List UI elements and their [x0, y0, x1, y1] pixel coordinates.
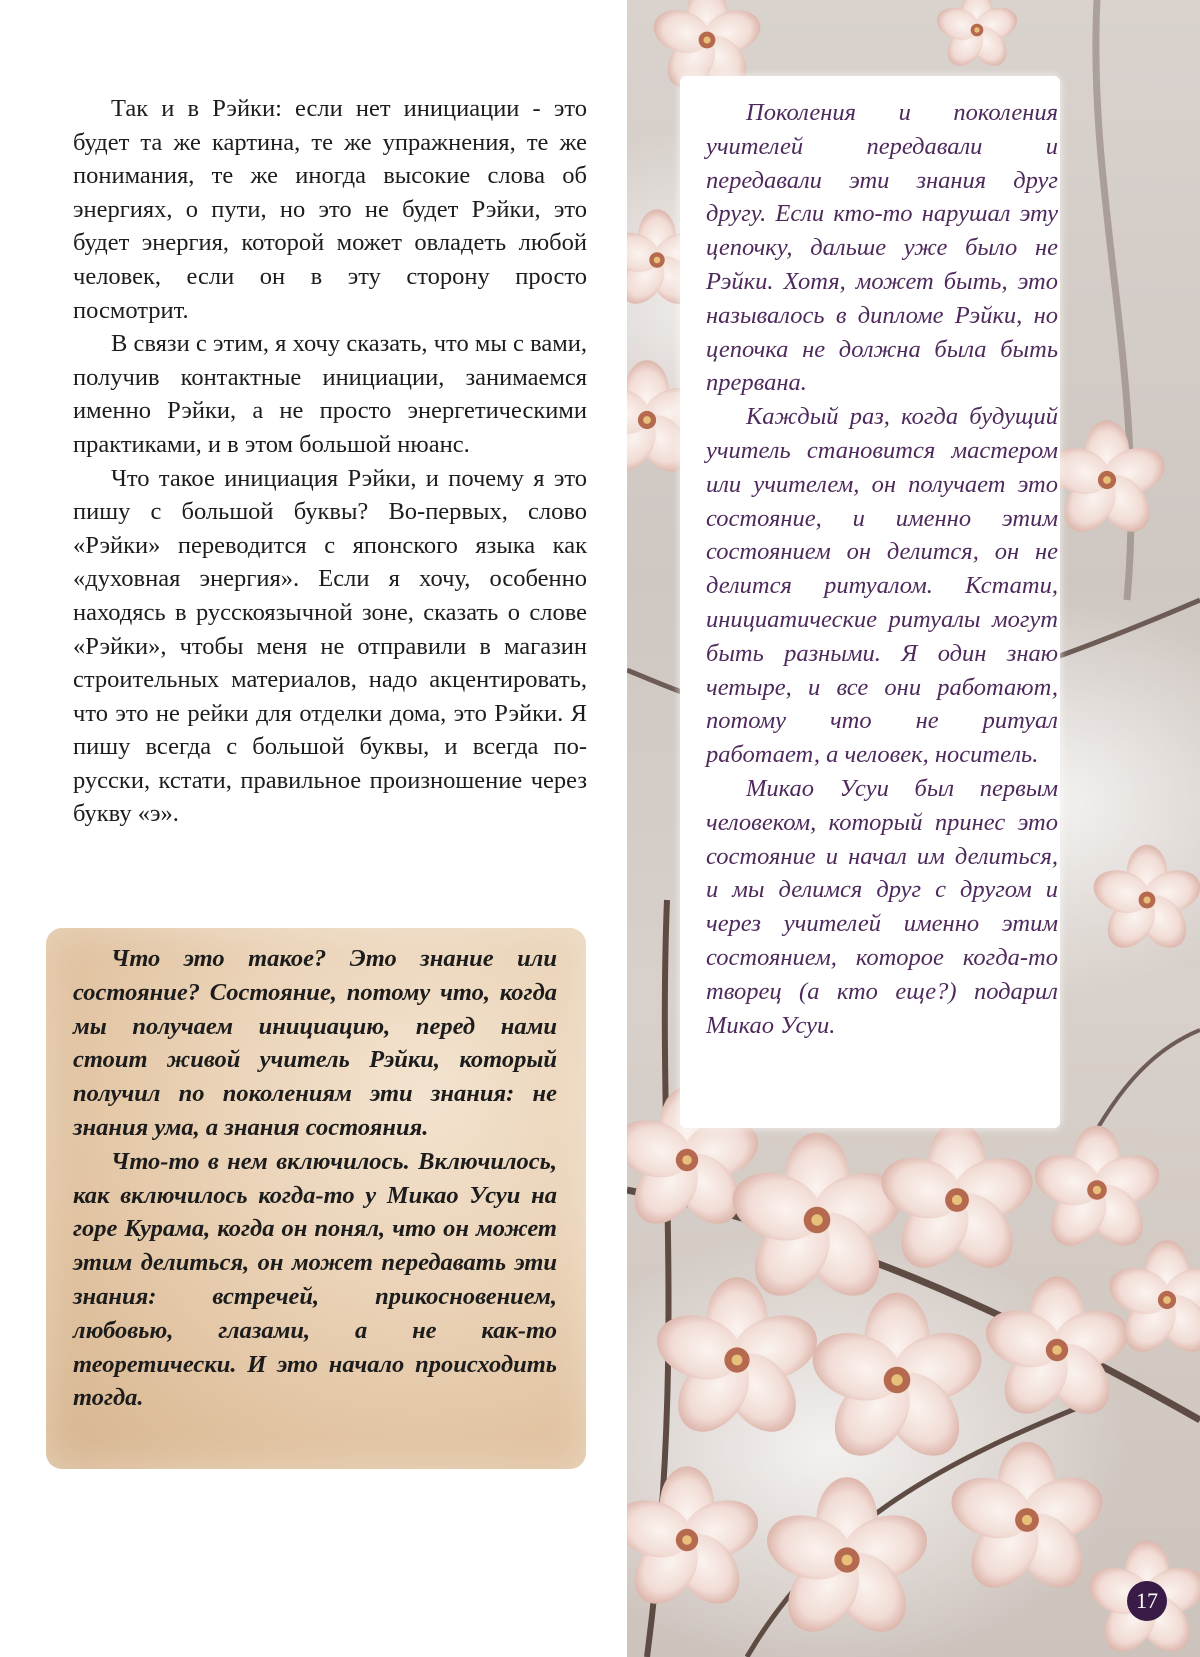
quote-paragraph-2: Каждый раз, когда будущий учитель становится мастером или учителем, он получает это состояние, и именно этим состоянием он делится, он не делится ритуалом. Кстати, инициатические ритуалы могут быть разными. Я один знаю четыре, и все они работают, потому что не ритуал работает, а человек, носитель.	[706, 403, 1058, 769]
page-number-badge: 17	[1127, 1581, 1167, 1621]
callout-paragraph-2: Что-то в нем включилось. Включилось, как включилось когда-то у Микао Усуи на горе Курама, когда он понял, что он может этим делиться, он может передавать эти знания: встречей, прикосновением, любовью, глазами, а не как-то теоретически. И это начало происходить тогда.	[73, 1147, 557, 1412]
left-column	[73, 92, 587, 831]
quote-paragraph-3: Микао Усуи был первым человеком, который принес это состояние и начал им делиться, и мы делимся друг с другом и через учителей именно этим состоянием, которое когда-то творец (а кто еще?) подарил Микао Усуи.	[706, 774, 1058, 1039]
quote-card	[680, 76, 1060, 1128]
body-paragraph-2: В связи с этим, я хочу сказать, что мы с вами, получив контактные инициации, занимаемся именно Рэйки, а не просто энергетическими практиками, и в этом большой нюанс.	[73, 330, 587, 458]
callout-paragraph-1: Что это такое? Это знание или состояние? Состояние, потому что, когда мы получаем инициацию, перед нами стоит живой учитель Рэйки, который получил по поколениям эти знания: не знания ума, а знания состояния.	[73, 945, 557, 1141]
body-paragraph-1: Так и в Рэйки: если нет инициации - это будет та же картина, те же упражнения, те же понимания, те же иногда высокие слова об энергиях, о пути, но это не будет Рэйки, это будет энергия, которой может овладеть любой человек, если он в эту сторону просто посмотрит.	[73, 95, 587, 324]
callout-box	[46, 928, 586, 1469]
quote-paragraph-1: Поколения и поколения учителей передавали и передавали эти знания друг другу. Если кто-то нарушал эту цепочку, дальше уже было не Рэйки. Хотя, может быть, это называлось в дипломе Рэйки, но цепочка не должна была быть прервана.	[706, 99, 1058, 397]
body-paragraph-3: Что такое инициация Рэйки, и почему я это пишу с большой буквы? Во-первых, слово «Рэйки» переводится с японского языка как «духовная энергия». Если я хочу, особенно находясь в русскоязычной зоне, сказать о слове «Рэйки», чтобы меня не отправили в магазин строительных материалов, надо акцентировать, что это не рейки для отделки дома, это Рэйки. Я пишу всегда с большой буквы, и всегда по-русски, кстати, правильное произношение через букву «э».	[73, 464, 587, 828]
